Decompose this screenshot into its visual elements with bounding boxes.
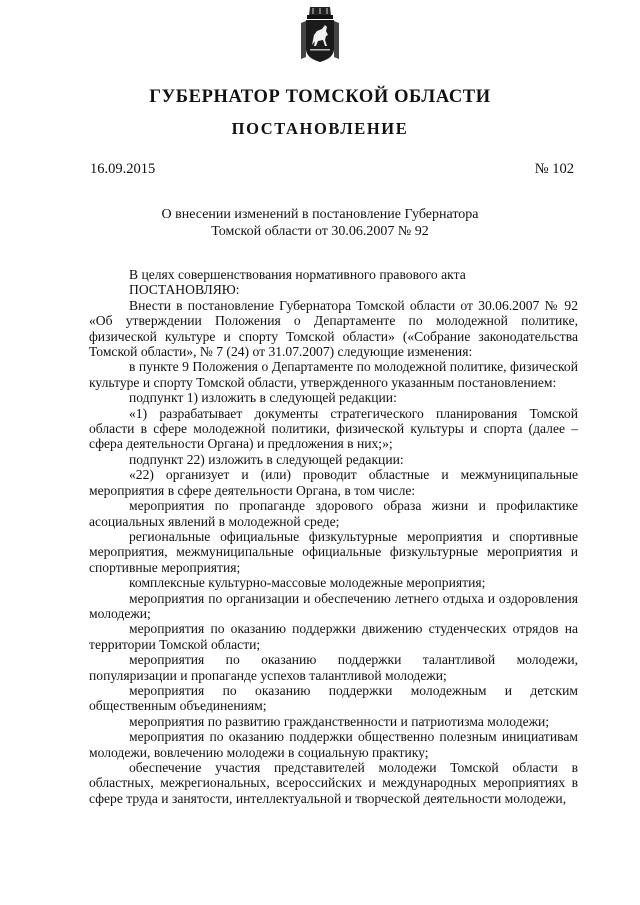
body-paragraph: мероприятия по развитию гражданственности и патриотизма молодежи; [129, 713, 550, 729]
document-subject [0, 206, 640, 240]
body-paragraph: мероприятия по оказанию поддержки движению студенческих отрядов на территории Томской области; [89, 621, 578, 652]
body-paragraph: ПОСТАНОВЛЯЮ: [129, 282, 240, 298]
body-paragraph: мероприятия по оказанию поддержки молодежным и детским общественным объединениям; [89, 682, 578, 714]
organization-title: ГУБЕРНАТОР ТОМСКОЙ ОБЛАСТИ [149, 87, 491, 107]
document-body [89, 267, 578, 806]
body-paragraph: подпункт 1) изложить в следующей редакции: [129, 390, 397, 406]
subject-line: О внесении изменений в постановление Губернатора [161, 207, 479, 222]
body-paragraph: мероприятия по пропаганде здорового образа жизни и профилактике асоциальных явлений в молодежной среде; [89, 498, 578, 529]
body-paragraph: в пункте 9 Положения о Департаменте по молодежной политике, физической культуре и спорту Томской области, утвержденного указанным постановлением: [89, 359, 578, 390]
body-paragraph: В целях совершенствования нормативного правового акта [129, 267, 466, 282]
body-paragraph: подпункт 22) изложить в следующей редакции: [129, 451, 404, 467]
body-paragraph: мероприятия по организации и обеспечению летнего отдыха и оздоровления молодежи; [89, 590, 578, 621]
body-paragraph: комплексные культурно-массовые молодежные мероприятия; [129, 575, 486, 591]
document-date: 16.09.2015 [90, 161, 156, 177]
body-paragraph: региональные официальные физкультурные мероприятия и спортивные мероприятия, межмуниципальные официальные физкультурные мероприятия и спортивные мероприятия; [89, 528, 578, 575]
body-paragraph: «1) разрабатывает документы стратегического планирования Томской области в сфере молодежной политики, физической культуры и спорта (далее – сфера деятельности Органа) и предложения в них;»; [89, 405, 578, 452]
document-type: ПОСТАНОВЛЕНИЕ [231, 119, 409, 138]
body-paragraph: Внести в постановление Губернатора Томской области от 30.06.2007 № 92 «Об утверждении Положения о Департаменте по молодежной политике, физической культуре и спорту Томской области» («Собрание законодательства Томской области», № 7 (24) от 31.07.2007) следующие изменения: [89, 297, 578, 360]
body-paragraph: обеспечение участия представителей молодежи Томской области в областных, межрегиональных, всероссийских и международных мероприятиях в сфере труда и занятости, интеллектуальной и творческой деятельности молодежи, [89, 760, 578, 806]
body-paragraph: мероприятия по оказанию поддержки общественно полезным инициативам молодежи, вовлечению молодежи в социальную практику; [89, 729, 578, 760]
subject-line: Томской области от 30.06.2007 № 92 [211, 224, 429, 239]
document-number: № 102 [534, 161, 574, 177]
body-paragraph: мероприятия по оказанию поддержки талантливой молодежи, популяризации и пропаганде успехов талантливой молодежи; [89, 652, 578, 683]
body-paragraph: «22) организует и (или) проводит областные и межмуниципальные мероприятия в сфере деятельности Органа, в том числе: [89, 467, 578, 498]
coat-of-arms-icon [298, 5, 342, 63]
